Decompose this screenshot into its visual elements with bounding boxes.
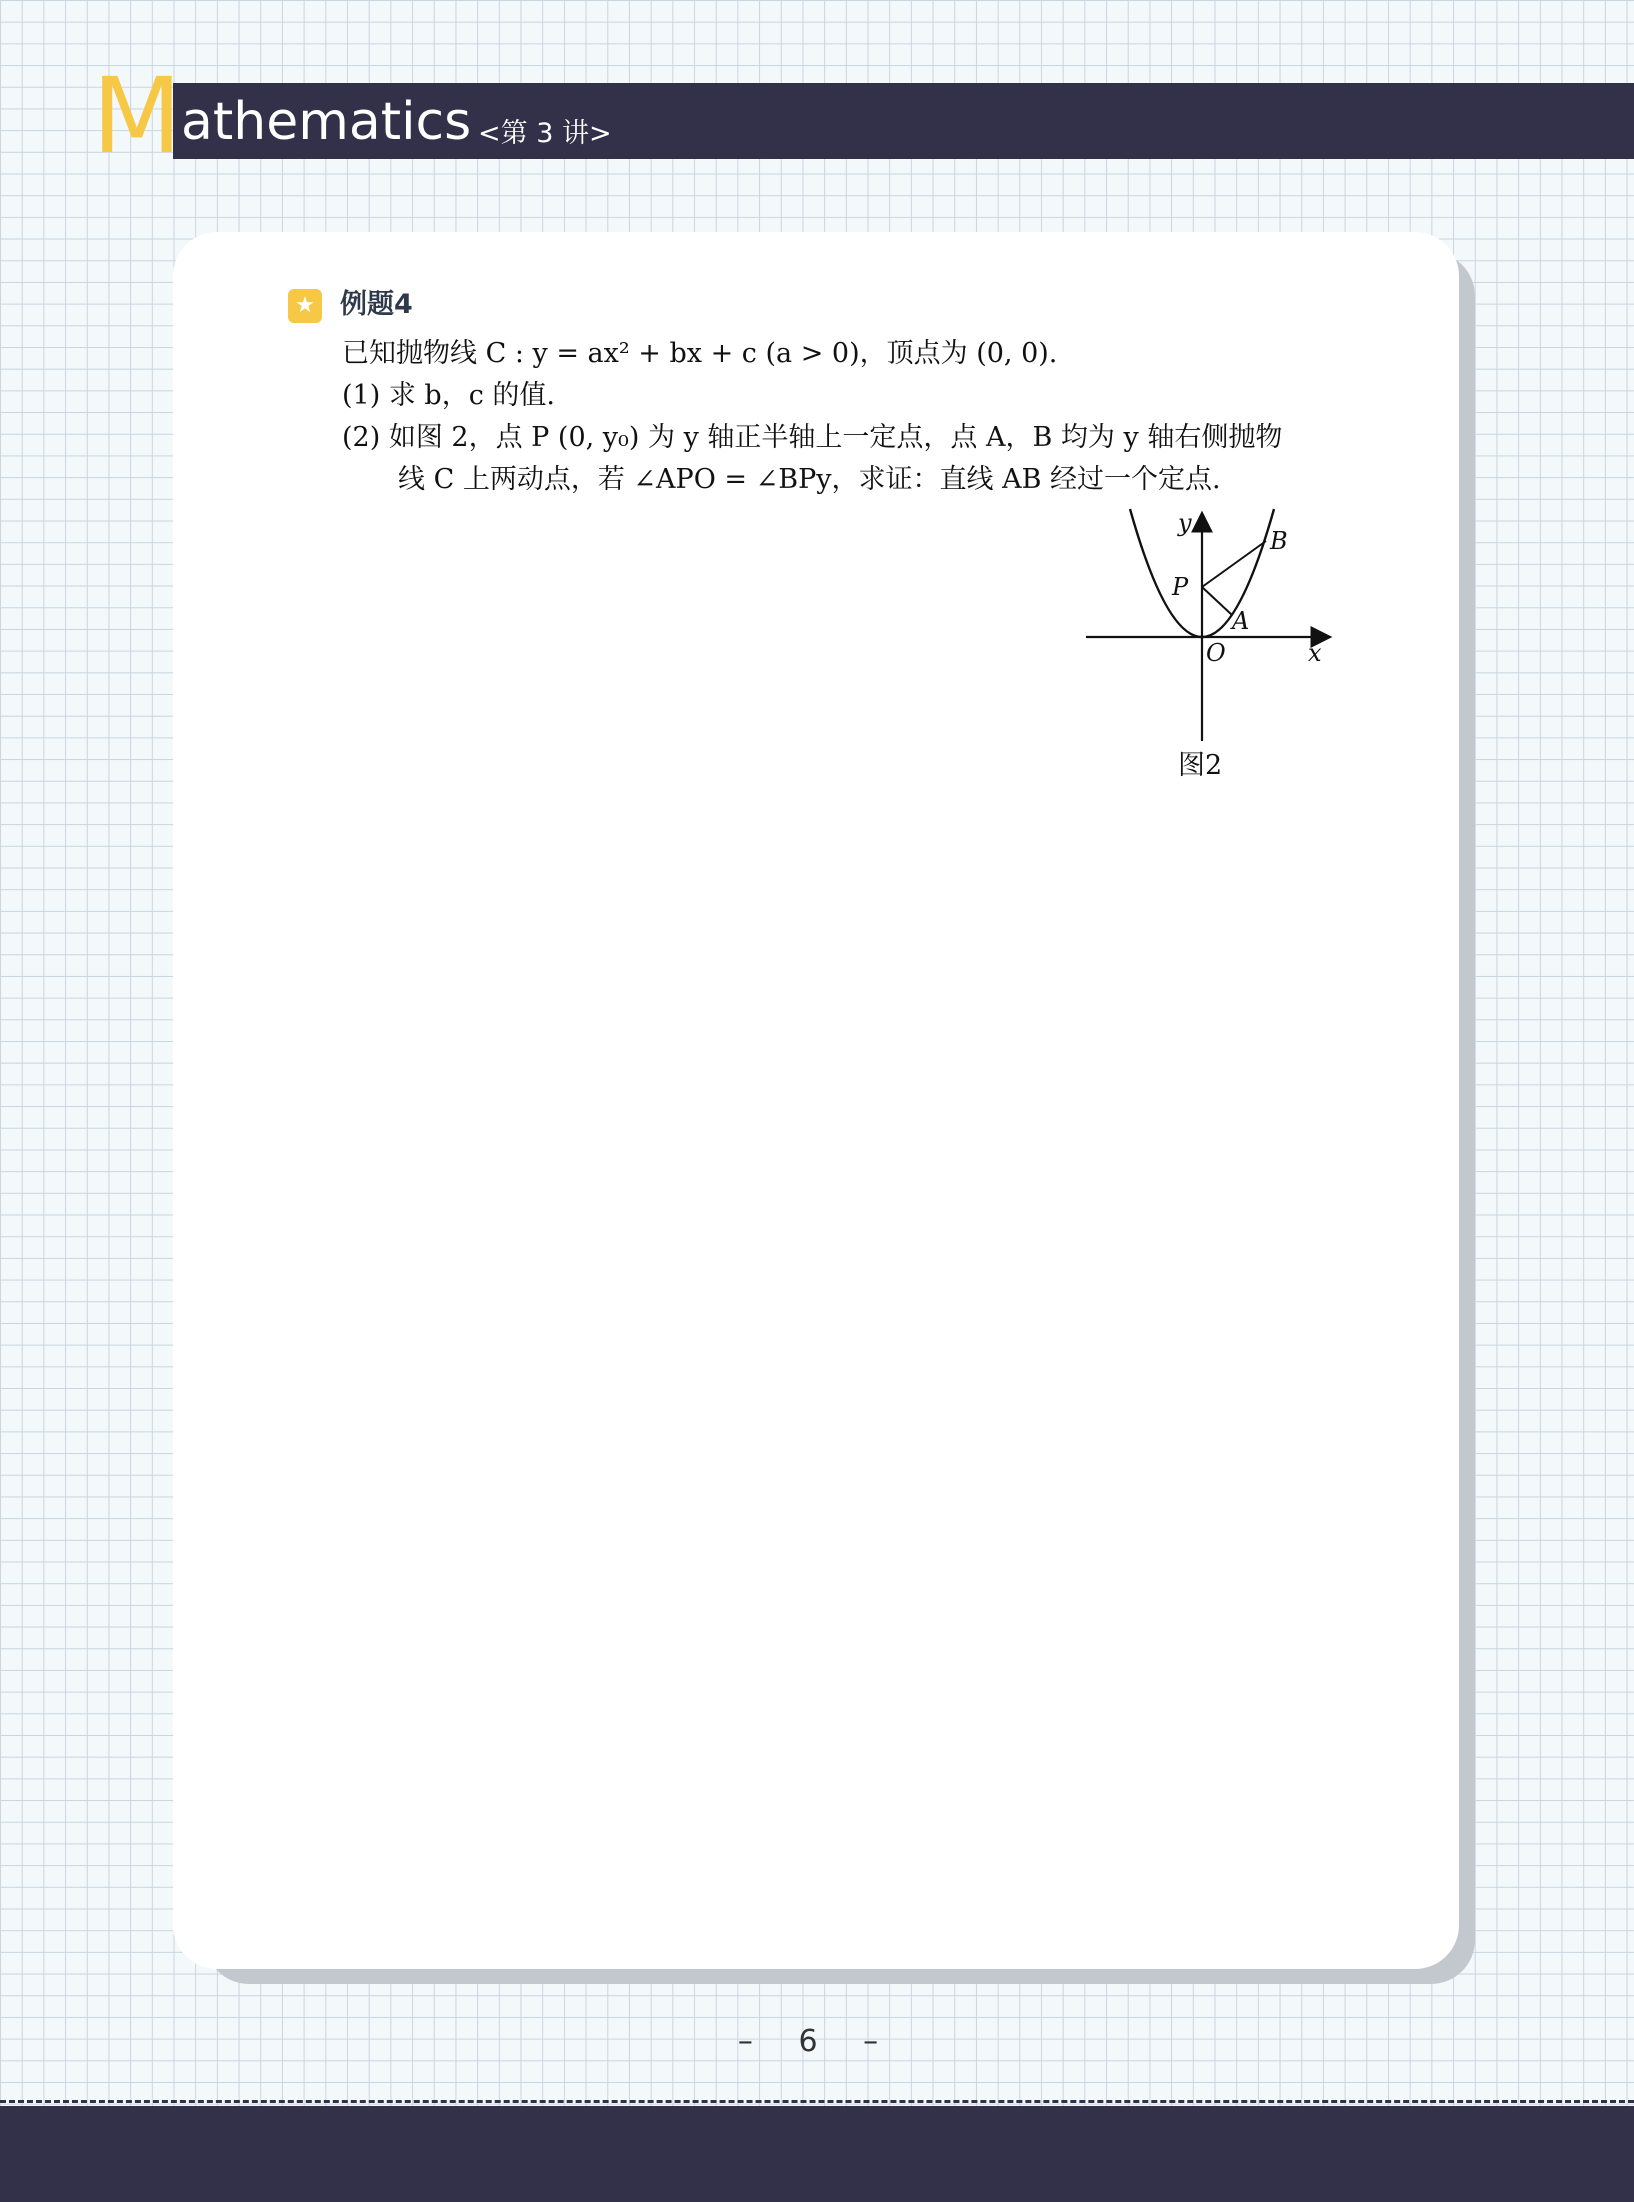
- footer-divider: [0, 2100, 1634, 2103]
- star-icon: ★: [288, 289, 322, 323]
- page-number: – 6 –: [737, 2024, 897, 2059]
- question-2-line-1: (2) 如图 2，点 P (0, y₀) 为 y 轴正半轴上一定点，点 A，B 均为 y 轴右侧抛物: [342, 422, 1283, 453]
- parabola-figure: [1080, 505, 1340, 765]
- label-o: O: [1206, 639, 1226, 667]
- question-2-line-2: 线 C 上两动点，若 ∠APO = ∠BPy，求证：直线 AB 经过一个定点.: [398, 464, 1221, 495]
- figure-caption: 图2: [1178, 750, 1223, 781]
- example-intro: 已知抛物线 C : y = ax² + bx + c (a > 0)，顶点为 (0, 0).: [342, 338, 1058, 369]
- footer-bar: [0, 2106, 1634, 2202]
- label-y: y: [1178, 509, 1192, 537]
- label-x: x: [1308, 639, 1322, 667]
- label-p: P: [1172, 573, 1189, 601]
- label-a: A: [1232, 607, 1250, 635]
- question-1: (1) 求 b，c 的值.: [342, 380, 555, 411]
- example-title: 例题4: [340, 289, 413, 320]
- lecture-label: <第 3 讲>: [478, 118, 612, 149]
- label-b: B: [1270, 527, 1288, 555]
- logo-text: athematics: [181, 92, 472, 152]
- logo-initial: M: [92, 55, 182, 177]
- segment-pa: [1202, 587, 1232, 615]
